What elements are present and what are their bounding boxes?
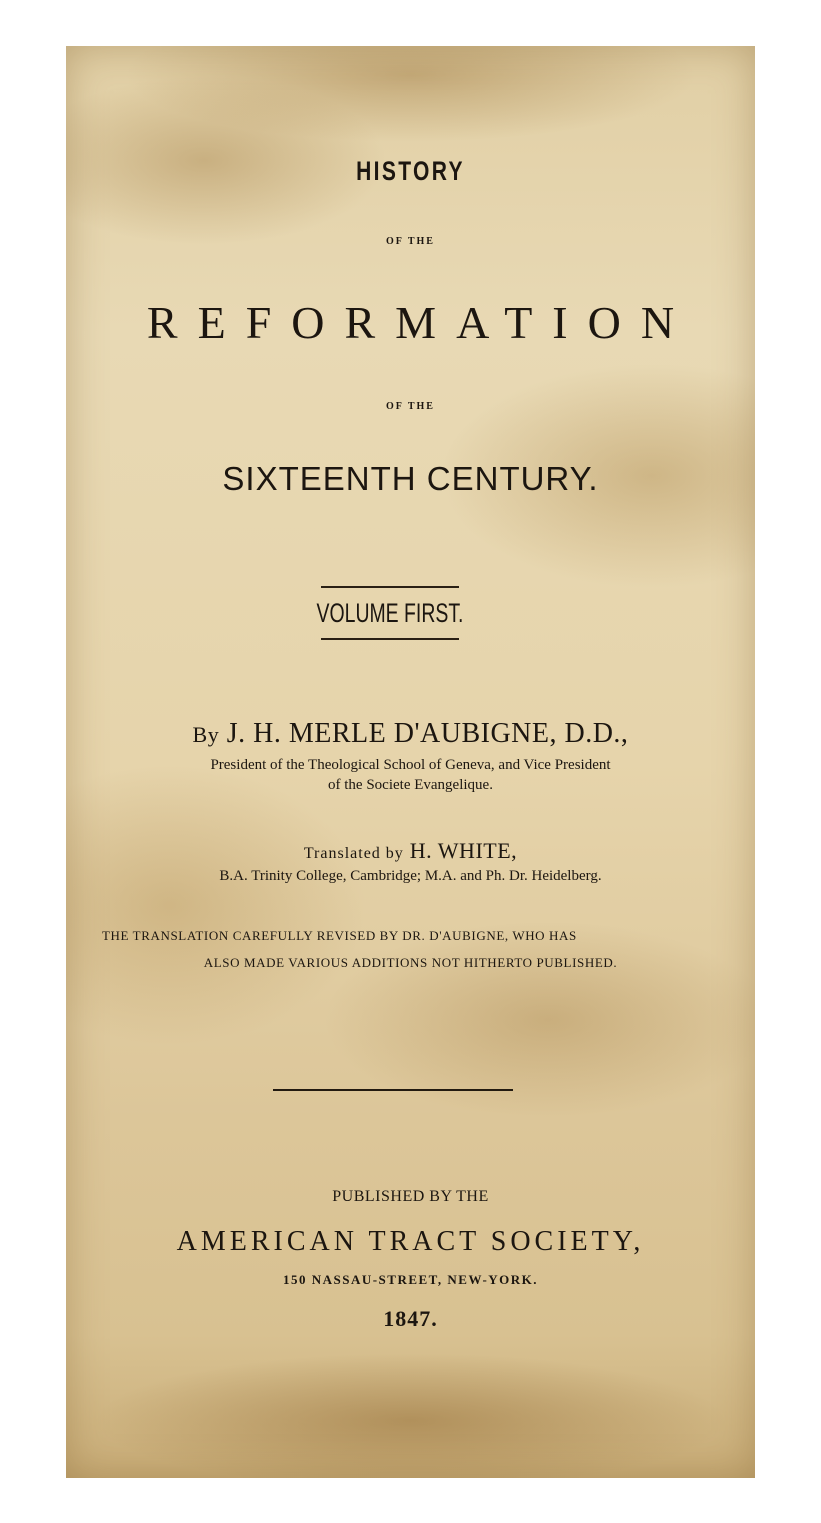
author-title-line2: of the Societe Evangelique. <box>328 777 493 793</box>
title-page <box>66 46 755 1478</box>
title-century: SIXTEENTH CENTURY. <box>222 460 599 497</box>
of-the-2: OF THE <box>386 401 435 412</box>
by-prefix: By <box>192 722 220 747</box>
translator-name: H. WHITE, <box>409 838 518 863</box>
published-by: PUBLISHED BY THE <box>332 1188 489 1205</box>
author-line <box>66 718 755 750</box>
title-history: HISTORY <box>356 156 465 186</box>
translator-credentials: B.A. Trinity College, Cambridge; M.A. and Ph. Dr. Heidelberg. <box>219 868 602 884</box>
publication-year: 1847. <box>383 1306 438 1331</box>
translator-line <box>66 838 755 864</box>
volume-label: VOLUME FIRST. <box>316 598 464 628</box>
publisher-address: 150 NASSAU-STREET, NEW-YORK. <box>282 1272 539 1287</box>
of-the-1: OF THE <box>386 236 435 247</box>
revision-line1: THE TRANSLATION CAREFULLY REVISED BY DR. D'AUBIGNE, WHO HAS <box>102 928 577 943</box>
publisher-name: AMERICAN TRACT SOCIETY, <box>176 1226 645 1257</box>
title-reformation: REFORMATION <box>146 297 695 348</box>
author-name: J. H. MERLE D'AUBIGNE, D.D., <box>226 718 629 749</box>
divider-rule <box>273 1089 513 1091</box>
translated-prefix: Translated by <box>303 845 404 862</box>
revision-line2: ALSO MADE VARIOUS ADDITIONS NOT HITHERTO PUBLISHED. <box>203 955 618 970</box>
author-title-line1: President of the Theological School of Geneva, and Vice President <box>210 757 611 773</box>
volume-box <box>316 586 464 640</box>
